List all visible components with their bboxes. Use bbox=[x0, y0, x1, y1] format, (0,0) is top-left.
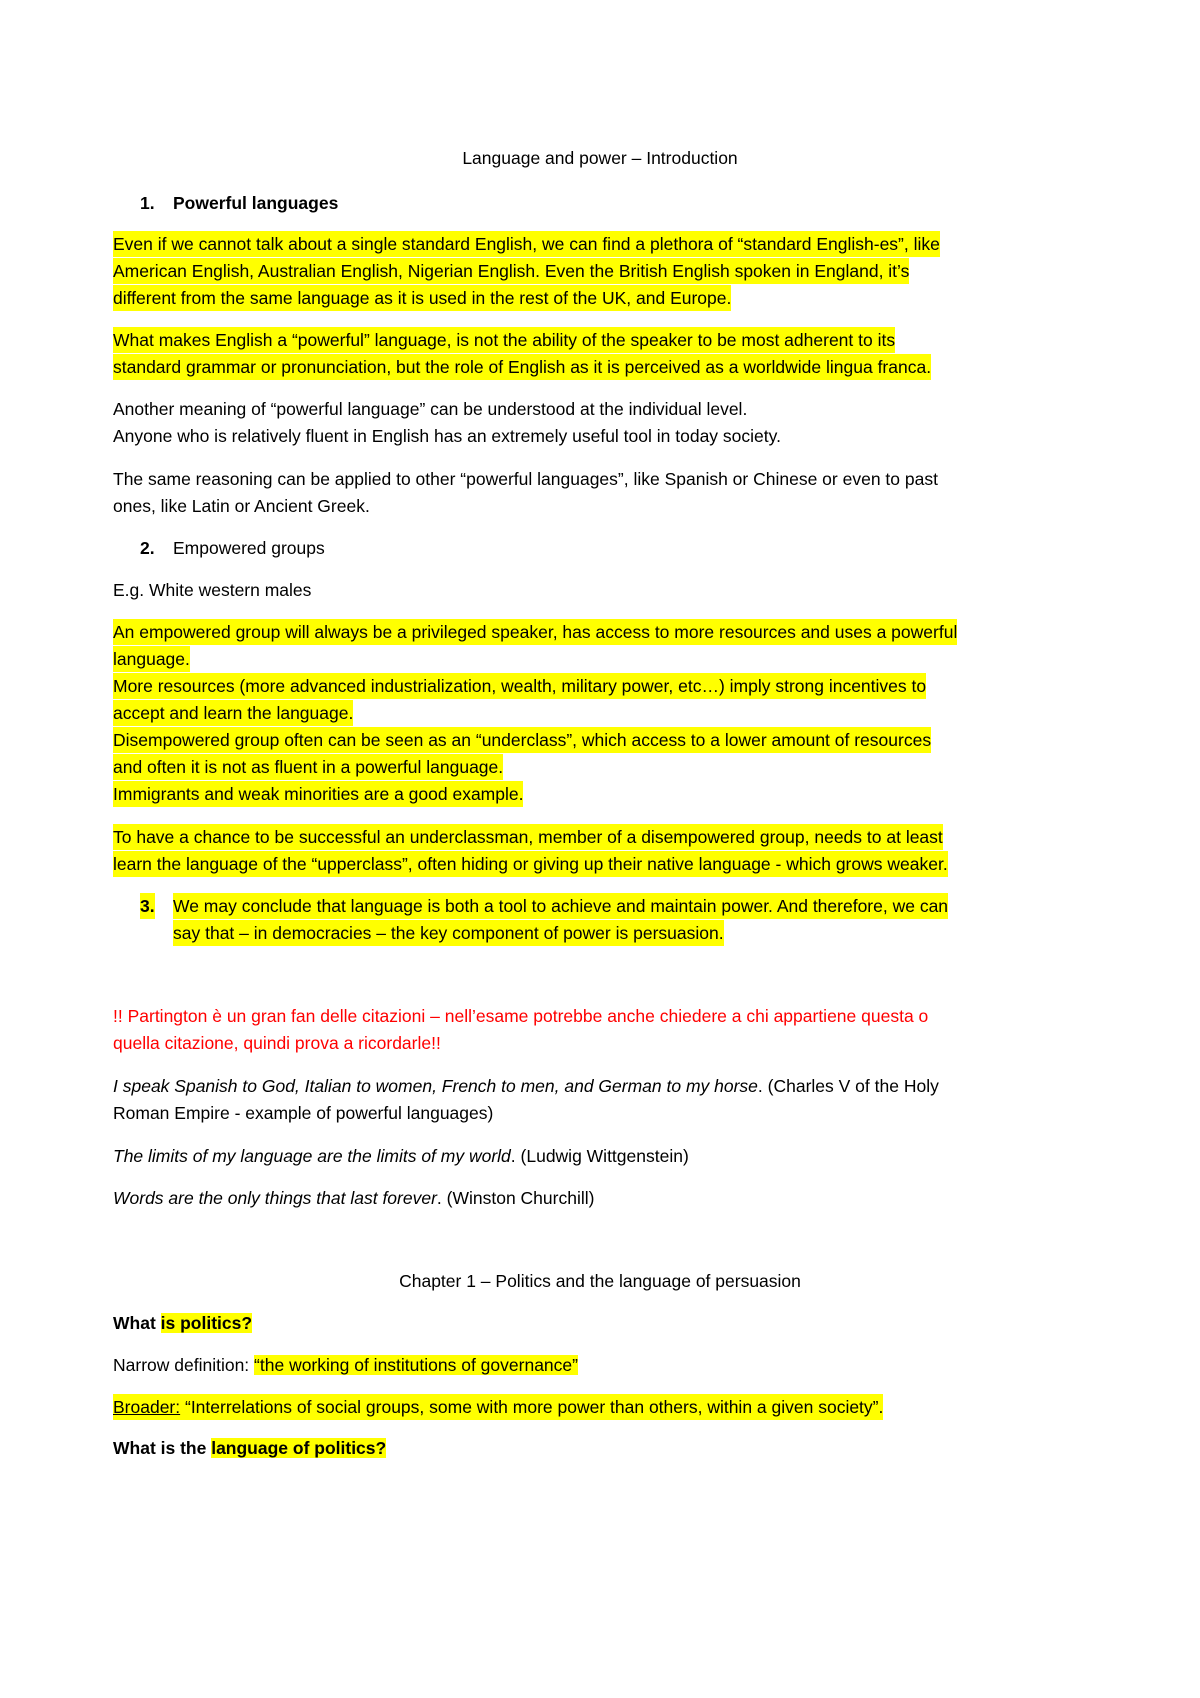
note-line: quella citazione, quindi prova a ricordarle!! bbox=[113, 1033, 441, 1053]
paragraph-line: Disempowered group often can be seen as an “underclass”, which access to a lower amount of resources bbox=[113, 727, 931, 753]
conclusion-line: We may conclude that language is both a tool to achieve and maintain power. And therefore, we can bbox=[173, 893, 948, 919]
section-number-1: 1. bbox=[140, 193, 155, 213]
paragraph-line: Immigrants and weak minorities are a good example. bbox=[113, 781, 523, 807]
document-title: Language and power – Introduction bbox=[462, 148, 738, 168]
paragraph-line: accept and learn the language. bbox=[113, 700, 353, 726]
quote-wittgenstein bbox=[113, 1143, 689, 1169]
definition-label: Narrow definition: bbox=[113, 1355, 255, 1375]
conclusion-line: say that – in democracies – the key component of power is persuasion. bbox=[173, 920, 724, 946]
definition-label: Broader: bbox=[113, 1397, 181, 1417]
quote-attribution-line: Roman Empire - example of powerful languages) bbox=[113, 1103, 494, 1123]
quote-attribution: . (Charles V of the Holy bbox=[757, 1076, 939, 1096]
quote-text: Words are the only things that last forever bbox=[113, 1188, 437, 1208]
broader-definition bbox=[113, 1394, 883, 1420]
question-prefix: What bbox=[113, 1313, 161, 1333]
quote-attribution: . (Winston Churchill) bbox=[436, 1188, 595, 1208]
paragraph-line: Even if we cannot talk about a single standard English, we can find a plethora of “standard English-es”, like bbox=[113, 231, 940, 257]
paragraph-line: language. bbox=[113, 646, 190, 672]
question-highlight: language of politics? bbox=[211, 1438, 387, 1458]
paragraph-line: Anyone who is relatively fluent in English has an extremely useful tool in today society. bbox=[113, 426, 781, 446]
paragraph-line: More resources (more advanced industrialization, wealth, military power, etc…) imply strong incentives to bbox=[113, 673, 926, 699]
quote-text: The limits of my language are the limits of my world bbox=[113, 1146, 511, 1166]
paragraph-line: American English, Australian English, Nigerian English. Even the British English spoken in England, it’s bbox=[113, 258, 909, 284]
example-line: E.g. White western males bbox=[113, 580, 312, 600]
section-heading-empowered-groups: Empowered groups bbox=[173, 538, 325, 558]
paragraph-line: The same reasoning can be applied to other “powerful languages”, like Spanish or Chinese or even to past bbox=[113, 469, 938, 489]
definition-text: “the working of institutions of governance” bbox=[254, 1355, 578, 1375]
section-heading-powerful-languages: Powerful languages bbox=[173, 193, 339, 213]
paragraph-line: An empowered group will always be a privileged speaker, has access to more resources and uses a powerful bbox=[113, 619, 957, 645]
note-line: !! Partington è un gran fan delle citazioni – nell’esame potrebbe anche chiedere a chi appartiene questa o bbox=[113, 1006, 929, 1026]
paragraph-line: and often it is not as fluent in a powerful language. bbox=[113, 754, 503, 780]
question-language-of-politics bbox=[113, 1435, 386, 1461]
section-number-3: 3. bbox=[140, 893, 155, 919]
paragraph-line: What makes English a “powerful” language, is not the ability of the speaker to be most adherent to its bbox=[113, 327, 895, 353]
question-highlight: is politics? bbox=[160, 1313, 253, 1333]
paragraph-line: Another meaning of “powerful language” can be understood at the individual level. bbox=[113, 399, 748, 419]
paragraph-line: different from the same language as it is used in the rest of the UK, and Europe. bbox=[113, 285, 731, 311]
quote-churchill bbox=[113, 1185, 594, 1211]
definition-text: “Interrelations of social groups, some with more power than others, within a given society”. bbox=[180, 1397, 884, 1417]
chapter-title: Chapter 1 – Politics and the language of persuasion bbox=[399, 1271, 801, 1291]
narrow-definition bbox=[113, 1352, 578, 1378]
paragraph-line: standard grammar or pronunciation, but the role of English as it is perceived as a worldwide lingua franca. bbox=[113, 354, 931, 380]
question-what-is-politics bbox=[113, 1310, 252, 1336]
paragraph-line: learn the language of the “upperclass”, often hiding or giving up their native language - which grows weaker. bbox=[113, 851, 948, 877]
section-number-2: 2. bbox=[140, 538, 155, 558]
paragraph-line: ones, like Latin or Ancient Greek. bbox=[113, 496, 370, 516]
paragraph-line: To have a chance to be successful an underclassman, member of a disempowered group, needs to at least bbox=[113, 824, 943, 850]
question-prefix: What is the bbox=[113, 1438, 212, 1458]
quote-attribution: . (Ludwig Wittgenstein) bbox=[510, 1146, 689, 1166]
quote-charles-v bbox=[113, 1073, 939, 1099]
quote-text: I speak Spanish to God, Italian to women, French to men, and German to my horse bbox=[113, 1076, 758, 1096]
